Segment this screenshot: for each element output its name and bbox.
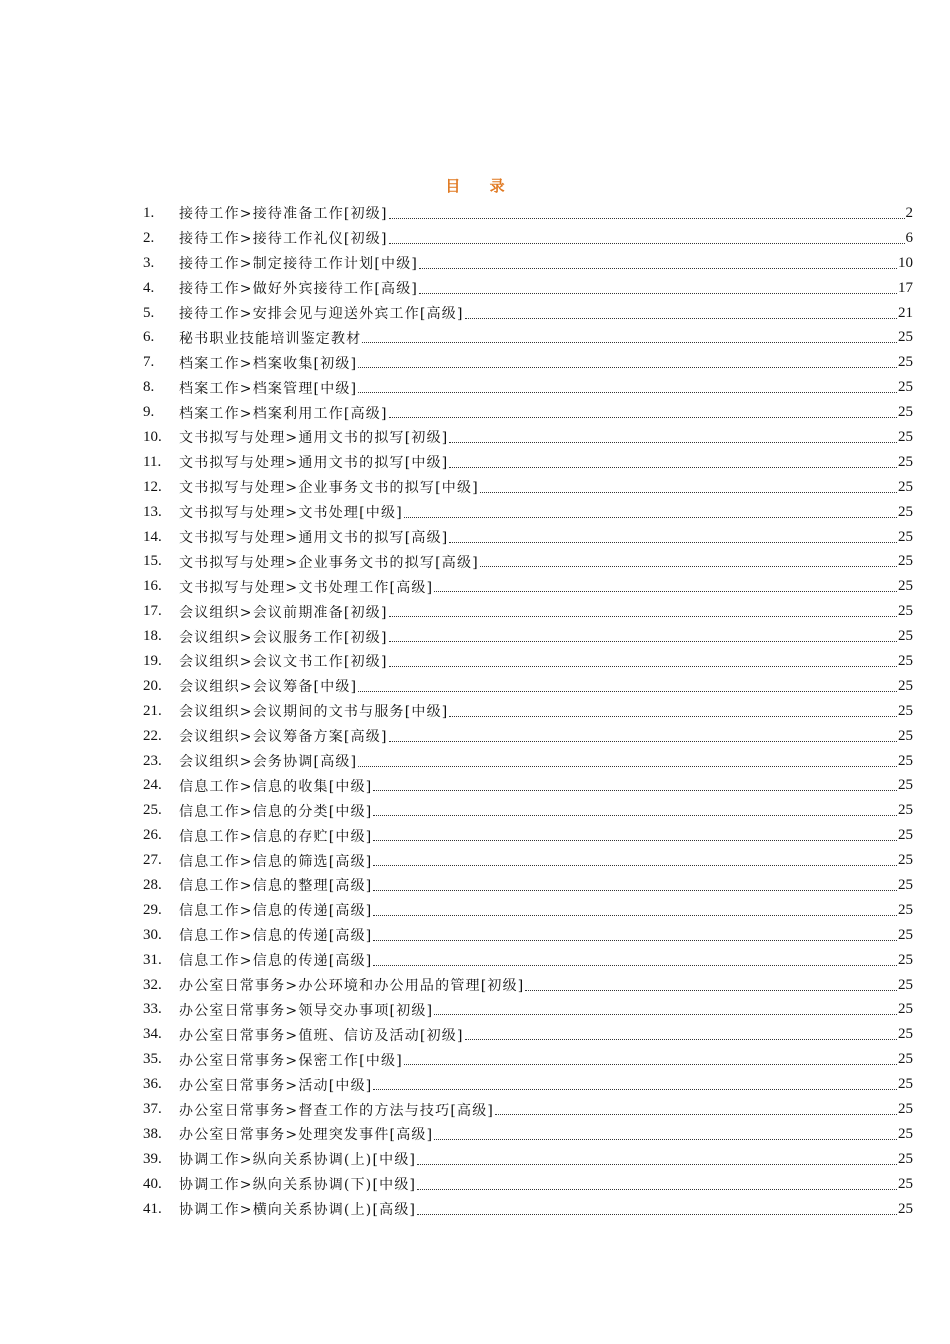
toc-entry-page-number: 25 — [898, 1101, 913, 1117]
dot-leader — [465, 1039, 897, 1040]
toc-entry[interactable] — [143, 1197, 913, 1222]
toc-entry[interactable] — [143, 998, 913, 1023]
dot-leader — [434, 1139, 897, 1140]
toc-entry[interactable] — [143, 325, 913, 350]
toc-entry-title: 文书拟写与处理>通用文书的拟写[中级] — [179, 455, 449, 472]
dot-leader — [358, 367, 897, 368]
dot-leader — [465, 318, 897, 319]
toc-entry-page-number: 25 — [898, 976, 913, 993]
dot-leader — [434, 591, 897, 592]
toc-entry[interactable] — [143, 500, 913, 525]
toc-entry[interactable] — [143, 276, 913, 301]
toc-entry[interactable] — [143, 1022, 913, 1047]
toc-entry[interactable] — [143, 450, 913, 475]
dot-leader — [373, 940, 897, 941]
toc-entry-title: 办公室日常事务>活动[中级] — [179, 1077, 373, 1094]
toc-entry-page-number: 25 — [898, 852, 913, 869]
toc-entry[interactable] — [143, 350, 913, 375]
toc-entry-number: 18. — [143, 628, 162, 645]
toc-entry[interactable] — [143, 201, 913, 226]
toc-entry-number: 10. — [143, 428, 162, 445]
dot-leader — [389, 417, 897, 418]
toc-entry-number: 19. — [143, 652, 162, 669]
toc-entry-page-number: 25 — [898, 1125, 913, 1142]
toc-entry[interactable] — [143, 549, 913, 574]
toc-entry-page-number: 25 — [898, 528, 913, 545]
toc-entry-number: 3. — [143, 254, 155, 271]
toc-entry-page-number: 25 — [898, 628, 913, 645]
toc-entry[interactable] — [143, 923, 913, 948]
dot-leader — [417, 1189, 897, 1190]
toc-entry-page-number: 25 — [898, 951, 913, 968]
toc-entry[interactable] — [143, 699, 913, 724]
toc-entry[interactable] — [143, 599, 913, 624]
dot-leader — [419, 293, 897, 294]
dot-leader — [373, 865, 897, 866]
toc-entry-title: 信息工作>信息的整理[高级] — [179, 878, 373, 895]
toc-entry-title: 协调工作>横向关系协调(上)[高级] — [179, 1202, 417, 1219]
toc-entry-number: 4. — [143, 279, 155, 296]
toc-entry-number: 5. — [143, 304, 155, 321]
dot-leader — [480, 492, 897, 493]
toc-entry-title: 会议组织>会议筹备[中级] — [179, 679, 358, 696]
toc-entry-title: 秘书职业技能培训鉴定教材 — [179, 330, 362, 347]
toc-entry-title: 会议组织>会议服务工作[初级] — [179, 629, 388, 646]
dot-leader — [419, 268, 897, 269]
toc-list — [143, 201, 913, 1222]
toc-entry-number: 29. — [143, 901, 162, 918]
toc-entry-title: 办公室日常事务>督查工作的方法与技巧[高级] — [179, 1102, 495, 1119]
toc-entry-page-number: 10 — [898, 254, 913, 271]
toc-entry-page-number: 17 — [898, 279, 913, 296]
dot-leader — [389, 741, 897, 742]
dot-leader — [480, 566, 897, 567]
toc-entry[interactable] — [143, 798, 913, 823]
toc-entry-number: 2. — [143, 229, 155, 246]
dot-leader — [449, 542, 897, 543]
toc-entry-page-number: 6 — [905, 229, 913, 246]
toc-entry-title: 文书拟写与处理>通用文书的拟写[高级] — [179, 530, 449, 547]
toc-entry-title: 文书拟写与处理>企业事务文书的拟写[中级] — [179, 480, 479, 497]
toc-entry-number: 20. — [143, 677, 162, 694]
dot-leader — [389, 641, 897, 642]
toc-entry-number: 12. — [143, 478, 162, 495]
toc-entry-title: 会议组织>会议前期准备[初级] — [179, 604, 388, 621]
toc-entry-title: 办公室日常事务>办公环境和办公用品的管理[初级] — [179, 978, 525, 995]
toc-entry-number: 11. — [143, 453, 162, 470]
toc-entry[interactable] — [143, 1097, 913, 1122]
toc-entry-page-number: 25 — [898, 677, 913, 694]
toc-entry-page-number: 25 — [898, 1026, 913, 1043]
toc-entry[interactable] — [143, 251, 913, 276]
toc-entry-page-number: 25 — [898, 827, 913, 844]
toc-entry-number: 17. — [143, 603, 162, 620]
dot-leader — [373, 790, 897, 791]
toc-entry-page-number: 25 — [898, 1051, 913, 1068]
toc-entry[interactable] — [143, 873, 913, 898]
toc-entry[interactable] — [143, 898, 913, 923]
toc-entry-title: 档案工作>档案收集[初级] — [179, 355, 358, 372]
toc-entry-title: 办公室日常事务>领导交办事项[初级] — [179, 1002, 434, 1019]
toc-entry-page-number: 25 — [898, 354, 913, 371]
dot-leader — [362, 342, 897, 343]
toc-entry[interactable] — [143, 1047, 913, 1072]
toc-entry-page-number: 25 — [898, 603, 913, 620]
dot-leader — [373, 1089, 897, 1090]
toc-entry-title: 协调工作>纵向关系协调(下)[中级] — [179, 1177, 417, 1194]
toc-entry-page-number: 25 — [898, 876, 913, 893]
toc-entry-number: 27. — [143, 852, 162, 869]
dot-leader — [495, 1114, 897, 1115]
toc-entry-number: 6. — [143, 329, 155, 346]
dot-leader — [389, 666, 897, 667]
toc-entry-number: 34. — [143, 1026, 162, 1043]
toc-entry-title: 信息工作>信息的传递[高级] — [179, 953, 373, 970]
toc-entry-page-number: 25 — [898, 802, 913, 819]
toc-entry-page-number: 25 — [898, 453, 913, 470]
toc-entry[interactable] — [143, 749, 913, 774]
toc-entry-number: 15. — [143, 553, 162, 570]
toc-entry-page-number: 25 — [898, 503, 913, 520]
toc-entry[interactable] — [143, 1147, 913, 1172]
toc-entry-page-number: 25 — [898, 578, 913, 595]
toc-entry-title: 办公室日常事务>值班、信访及活动[初级] — [179, 1027, 464, 1044]
toc-entry-page-number: 25 — [898, 1150, 913, 1167]
toc-entry-page-number: 25 — [898, 752, 913, 769]
toc-entry-title: 接待工作>接待工作礼仪[初级] — [179, 231, 388, 248]
toc-entry-page-number: 25 — [898, 1200, 913, 1217]
toc-entry-number: 1. — [143, 204, 155, 221]
toc-entry[interactable] — [143, 823, 913, 848]
toc-entry-number: 30. — [143, 926, 162, 943]
dot-leader — [449, 442, 897, 443]
toc-entry-number: 21. — [143, 702, 162, 719]
toc-entry[interactable] — [143, 400, 913, 425]
toc-entry[interactable] — [143, 1072, 913, 1097]
toc-entry-number: 39. — [143, 1150, 162, 1167]
toc-entry[interactable] — [143, 674, 913, 699]
toc-entry-number: 23. — [143, 752, 162, 769]
toc-entry[interactable] — [143, 624, 913, 649]
toc-entry[interactable] — [143, 973, 913, 998]
dot-leader — [358, 691, 897, 692]
toc-entry-number: 26. — [143, 827, 162, 844]
toc-entry-title: 信息工作>信息的分类[中级] — [179, 803, 373, 820]
toc-entry-title: 接待工作>做好外宾接待工作[高级] — [179, 281, 419, 298]
toc-entry-title: 文书拟写与处理>通用文书的拟写[初级] — [179, 430, 449, 447]
toc-entry-title: 办公室日常事务>处理突发事件[高级] — [179, 1127, 434, 1144]
toc-entry-title: 接待工作>安排会见与迎送外宾工作[高级] — [179, 306, 464, 322]
toc-entry[interactable] — [143, 649, 913, 674]
toc-entry[interactable] — [143, 301, 913, 326]
toc-entry-title: 会议组织>会议文书工作[初级] — [179, 654, 388, 671]
toc-entry-number: 14. — [143, 528, 162, 545]
toc-entry-title: 档案工作>档案管理[中级] — [179, 380, 358, 397]
toc-entry-number: 32. — [143, 976, 162, 993]
dot-leader — [389, 243, 905, 244]
dot-leader — [389, 218, 905, 219]
toc-entry-page-number: 25 — [898, 702, 913, 719]
toc-entry-page-number: 25 — [898, 926, 913, 943]
toc-entry-title: 信息工作>信息的存贮[中级] — [179, 828, 373, 845]
toc-entry-page-number: 25 — [898, 727, 913, 744]
toc-entry-number: 16. — [143, 578, 162, 595]
dot-leader — [373, 840, 897, 841]
toc-entry[interactable] — [143, 475, 913, 500]
toc-entry[interactable] — [143, 375, 913, 400]
toc-entry-number: 37. — [143, 1101, 162, 1117]
dot-leader — [404, 1064, 897, 1065]
toc-entry-page-number: 25 — [898, 379, 913, 396]
toc-entry-number: 7. — [143, 354, 155, 371]
toc-entry-page-number: 25 — [898, 1076, 913, 1093]
dot-leader — [358, 392, 897, 393]
toc-entry-title: 信息工作>信息的传递[高级] — [179, 928, 373, 945]
toc-entry-title: 会议组织>会务协调[高级] — [179, 754, 358, 771]
toc-entry-number: 25. — [143, 802, 162, 819]
toc-entry-title: 信息工作>信息的传递[高级] — [179, 903, 373, 920]
toc-entry[interactable] — [143, 1122, 913, 1147]
toc-entry-title: 协调工作>纵向关系协调(上)[中级] — [179, 1152, 417, 1169]
toc-entry-title: 会议组织>会议筹备方案[高级] — [179, 729, 388, 746]
toc-entry-page-number: 25 — [898, 329, 913, 346]
dot-leader — [449, 716, 897, 717]
toc-entry-page-number: 2 — [905, 204, 913, 221]
dot-leader — [417, 1164, 897, 1165]
toc-entry-number: 22. — [143, 727, 162, 744]
toc-entry-number: 41. — [143, 1200, 162, 1217]
toc-entry-number: 28. — [143, 876, 162, 893]
toc-entry-number: 8. — [143, 379, 155, 396]
toc-entry-title: 会议组织>会议期间的文书与服务[中级] — [179, 704, 449, 721]
toc-entry-page-number: 25 — [898, 553, 913, 570]
toc-entry-title: 办公室日常事务>保密工作[中级] — [179, 1052, 403, 1069]
toc-entry[interactable] — [143, 724, 913, 749]
toc-entry-number: 31. — [143, 951, 162, 968]
dot-leader — [373, 890, 897, 891]
toc-entry-page-number: 25 — [898, 1001, 913, 1018]
dot-leader — [373, 815, 897, 816]
toc-entry-page-number: 21 — [898, 304, 913, 321]
toc-entry-title: 接待工作>制定接待工作计划[中级] — [179, 256, 419, 273]
toc-entry-number: 36. — [143, 1076, 162, 1093]
toc-entry-number: 9. — [143, 404, 155, 421]
toc-entry-number: 24. — [143, 777, 162, 794]
dot-leader — [404, 517, 897, 518]
toc-entry-page-number: 25 — [898, 652, 913, 669]
toc-entry-page-number: 25 — [898, 428, 913, 445]
dot-leader — [358, 766, 897, 767]
toc-entry[interactable] — [143, 574, 913, 599]
toc-entry-title: 信息工作>信息的收集[中级] — [179, 778, 373, 795]
toc-entry-page-number: 25 — [898, 404, 913, 421]
toc-entry[interactable] — [143, 425, 913, 450]
dot-leader — [525, 990, 897, 991]
toc-entry-number: 35. — [143, 1051, 162, 1068]
toc-entry[interactable] — [143, 525, 913, 550]
toc-entry-title: 档案工作>档案利用工作[高级] — [179, 405, 388, 422]
toc-entry-number: 40. — [143, 1175, 162, 1192]
toc-entry-title: 文书拟写与处理>文书处理[中级] — [179, 505, 403, 522]
toc-entry-title: 文书拟写与处理>文书处理工作[高级] — [179, 579, 434, 596]
toc-entry[interactable] — [143, 773, 913, 798]
toc-title: 目 录 — [445, 177, 517, 195]
toc-entry-number: 13. — [143, 503, 162, 520]
dot-leader — [434, 1014, 897, 1015]
toc-entry[interactable] — [143, 948, 913, 973]
toc-entry[interactable] — [143, 226, 913, 251]
toc-entry[interactable] — [143, 848, 913, 873]
dot-leader — [449, 467, 897, 468]
dot-leader — [373, 915, 897, 916]
dot-leader — [373, 965, 897, 966]
toc-entry-title: 信息工作>信息的筛选[高级] — [179, 853, 373, 870]
toc-entry-page-number: 25 — [898, 901, 913, 918]
toc-entry-page-number: 25 — [898, 1175, 913, 1192]
toc-entry-page-number: 25 — [898, 478, 913, 495]
dot-leader — [389, 616, 897, 617]
toc-entry-title: 文书拟写与处理>企业事务文书的拟写[高级] — [179, 554, 479, 571]
dot-leader — [417, 1214, 897, 1215]
toc-entry-page-number: 25 — [898, 777, 913, 794]
toc-entry[interactable] — [143, 1172, 913, 1197]
toc-entry-title: 接待工作>接待准备工作[初级] — [179, 206, 388, 223]
toc-entry-number: 38. — [143, 1125, 162, 1142]
toc-entry-number: 33. — [143, 1001, 162, 1018]
